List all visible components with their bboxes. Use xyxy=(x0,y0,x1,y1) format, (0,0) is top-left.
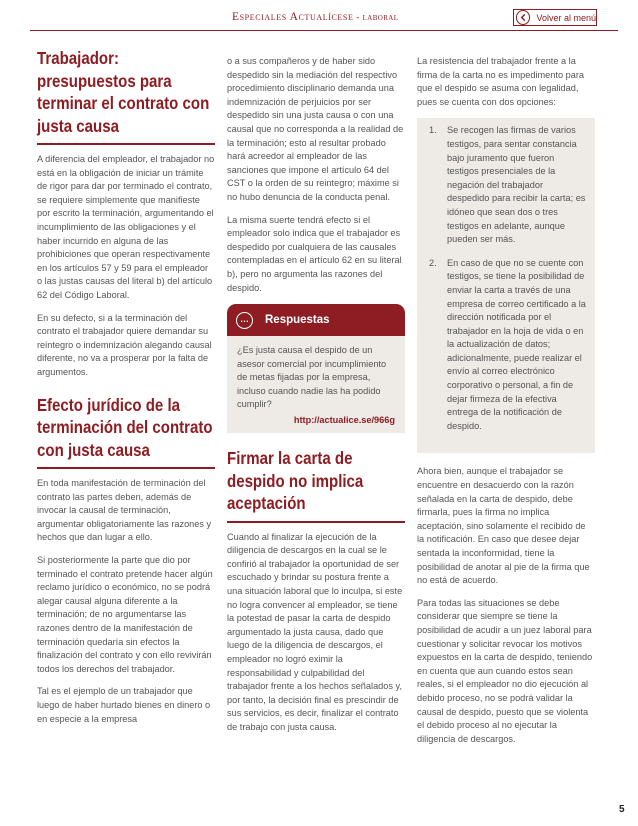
section-title xyxy=(232,11,398,23)
paragraph: Tal es el ejemplo de un trabajador que luego de haber hurtado bienes en dinero o en especie a la empresa xyxy=(37,686,211,724)
heading-trabajador-presupuestos: Trabajador: presupuestos para terminar el contrato con justa causa xyxy=(37,48,210,136)
list-item-text: En caso de que no se cuente con testigos, se tiene la posibilidad de enviar la carta a través de una empresa de correo certificado a la dirección notificada por el trabajador en la hoja de vida o en la actualización de datos; adicionalmente, puede realizar el envío al correo electrónico corporativo o personal, a fin de dejar firmeza de la efectiva entrega de la notificación de despido. xyxy=(447,257,586,431)
list-item-number: 2. xyxy=(429,257,437,268)
list-item xyxy=(425,124,587,246)
back-to-menu-button[interactable] xyxy=(513,9,597,26)
column-left xyxy=(37,47,215,735)
callout-question: ¿Es justa causa el despido de un asesor comercial por incumplimiento de metas fijadas por la empresa, incluso cuando nadie las ha podido cumplir? xyxy=(237,345,387,410)
section-title-separator: - xyxy=(353,13,363,23)
arrow-left-icon xyxy=(516,10,530,25)
heading-firmar-carta: Firmar la carta de despido no implica aceptación xyxy=(227,448,364,514)
header-divider xyxy=(30,30,618,31)
paragraph: La resistencia del trabajador frente a la firma de la carta no es impedimento para que el despido se asuma con legalidad, pues se cuenta con dos opciones: xyxy=(417,56,584,107)
respuestas-callout xyxy=(227,304,405,433)
paragraph: La misma suerte tendrá efecto si el empleador solo indica que el trabajador es despedido por cualquiera de las causales contempladas en el artículo 62 en su literal b), pero no argumenta las razones del despido. xyxy=(227,214,402,293)
heading-efecto-juridico: Efecto jurídico de la terminación del contrato con justa causa xyxy=(37,394,213,460)
paragraph: Cuando al finalizar la ejecución de la diligencia de descargos en la cual se le confirió al trabajador la oportunidad de ser escuchado y brindar su postura frente a una situación laboral que lo inculpa, si este no logra convencer al empleador, se tiene la potestad de pasar la carta de despido argumentado la justa causa, dado que luego de la diligencia de descargos, el empleador no logró eximir la responsabilidad y culpabilidad del trabajador frente a los hechos señalados y, por tanto, la decisión final es prescindir de sus servicios, es decir, finalizar el contrato de trabajo con justa causa. xyxy=(227,531,403,732)
heading-divider xyxy=(37,467,215,469)
list-item-text: Se recogen las firmas de varios testigos, para sentar constancia bajo juramento que fueron testigos presenciales de la negación del trabajador despedido para recibir la carta; es idóneo que sean dos o tres testigos en adelante, aunque pueden ser más. xyxy=(447,125,586,245)
column-right xyxy=(417,55,595,755)
list-item-number: 1. xyxy=(429,125,437,136)
heading-divider xyxy=(37,143,215,145)
paragraph: Si posteriormente la parte que dio por terminado el contrato pretende hacer algún reclamo jurídico o económico, no se podrá alegar causal alguna diferente a la terminación; de no argumentarse las razones dentro de la manifestación de terminación quedaría sin efectos la finalización del contrato y con ello revivirán todos los derechos del trabajador. xyxy=(37,554,213,674)
heading-divider xyxy=(227,521,405,523)
paragraph: Para todas las situaciones se debe considerar que siempre se tiene la posibilidad de acudir a un juez laboral para cuestionar y solicitar revocar los motivos expuestos en la carta de despido, teniendo en cuenta que aun cuando estos sean reales, si el empleador no dio ejecución al debido proceso, no se podrá validar la causal de despido, puesto que se violenta el debido proceso al no ejecutar la diligencia de descargos. xyxy=(417,597,593,744)
page-header xyxy=(0,0,638,34)
paragraph: A diferencia del empleador, el trabajador no está en la obligación de iniciar un trámite de rigor para dar por terminado el contrato, se requiere simplemente que manifieste por escrito la terminación, argumentando el incumplimiento de las obligaciones y el haber incurrido en alguna de las prohibiciones que operan respectivamente en los artículos 57 y 59 para el empleador o las justas causas del literal b) del artículo 62 del Código Laboral. xyxy=(37,154,215,300)
paragraph: En toda manifestación de terminación del contrato las partes deben, además de invocar la causal de terminación, argumentar obligatoriamente las razones y hechos que dan lugar a ello. xyxy=(37,478,212,543)
callout-link[interactable]: http://actualice.se/966g xyxy=(293,415,395,426)
speech-bubble-icon: … xyxy=(236,312,253,329)
section-title-main: Especiales Actualícese xyxy=(232,11,354,23)
section-title-section: laboral xyxy=(362,13,399,23)
options-list xyxy=(417,118,595,453)
callout-header xyxy=(227,304,405,336)
list-item xyxy=(425,257,587,434)
back-to-menu-label: Volver al menú xyxy=(536,12,596,23)
column-middle xyxy=(227,55,405,743)
paragraph: En su defecto, si a la terminación del contrato el trabajador quiere demandar su reintegro o indemnización alegando causal diferente, no va a prosperar por la falta de argumentos. xyxy=(37,312,212,377)
page-number: 5 xyxy=(619,804,625,815)
callout-title: Respuestas xyxy=(265,314,330,327)
callout-body xyxy=(227,336,405,433)
paragraph: Ahora bien, aunque el trabajador se encuentre en desacuerdo con la razón señalada en la carta de despido, debe firmarla, pues la firma no implica aceptación, sino solamente el recibido de la notificación. En caso que desee dejar sentada la inconformidad, tiene la posibilidad de anotar al pie de la firma que no está de acuerdo. xyxy=(417,466,590,586)
paragraph: o a sus compañeros y de haber sido despedido sin la mediación del respectivo procedimiento disciplinario demanda una indemnización de perjuicios por ser despedido sin una justa causa o con una causal que no corresponda a la realidad de la terminación; esto al resultar probado hará acreedor al empleador de las sanciones que impone el artículo 64 del CST o la orden de su reintegro; máxime si no hubo denuncia de la conducta penal. xyxy=(227,56,404,202)
